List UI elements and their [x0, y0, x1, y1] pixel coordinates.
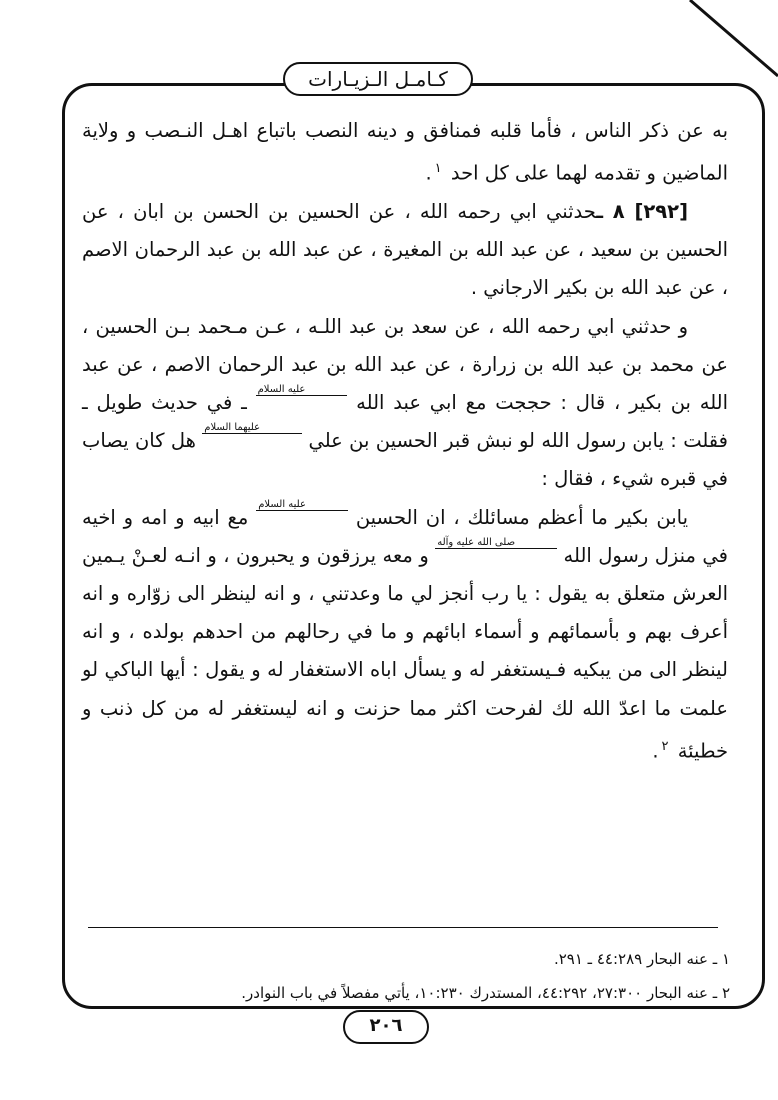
footnote-2: ٢ ـ عنه البحار ٢٧:٣٠٠، ٤٤:٢٩٢، المستدرك ١٠:٢٣٠، يأتي مفصلاً في باب النوادر. [241, 984, 730, 1002]
page-number: ٢٠٦ [343, 1010, 429, 1044]
paragraph-1: به عن ذكر الناس ، فأما قلبه فمنافق و دينه النصب باتباع اهـل النـصب و ولاية الماضين و تقدمه لهما على كل احد $^١$. [82, 119, 728, 185]
footnote-divider [88, 927, 718, 928]
honorific-3: عليه السلام [256, 499, 348, 511]
footnote-ref-2: ٢ [661, 738, 669, 754]
honorific-4: صلى الله عليه وآله [435, 537, 557, 549]
footnote-ref-1: ١ [434, 161, 442, 177]
honorific-1: عليه السلام [256, 384, 348, 396]
footnotes [82, 942, 730, 1010]
hadith-number: [٢٩٢] ٨ ـ [596, 199, 688, 223]
paragraph-2: [٢٩٢] ٨ ـحدثني ابي رحمه الله ، عن الحسين بن الحسن بن ابان ، عن الحسين بن سعيد ، عن عبد الله بن المغيرة ، عن عبد الله بن عبد الرحمان الاصم ، عن عبد الله بن بكير الارجاني . [82, 199, 728, 300]
book-title-header: كـامـل الـزيـارات [283, 62, 473, 96]
footnote-1: ١ ـ عنه البحار ٤٤:٢٨٩ ـ ٢٩١. [553, 950, 730, 968]
paragraph-3: و حدثني ابي رحمه الله ، عن سعد بن عبد اللـه ، عـن مـحمد بـن الحسين ، عن محمد بن عبد الله بن زرارة ، عن عبد الله بن عبد الرحمان الاصم ، عن عبد الله بن بكير ، قال : حججت مع ابي عبد الله عليه السلام ـ في حديث طويل ـ فقلت : يابن رسول الله لو نبش قبر الحسين بن علي عليهما السلام هل كان يصاب في قبره شيء ، فقال : [82, 314, 729, 491]
paragraph-4: يابن بكير ما أعظم مسائلك ، ان الحسين عليه السلام مع ابيه و امه و اخيه في منزل رسول الله صلى الله عليه وآله و معه يرزقون و يحبرون ، و انـه لعـنْ يـمين العرش متعلق به يقول : يا رب أنجز لي ما وعدتني ، و انه لينظر الى زوّاره و انه أعرف بهم و بأسمائهم و أسماء ابائهم و ما في رحالهم من احدهم بولده ، و انه لينظر الى من يبكيه فـيستغفر له و يسأل اباه الاستغفار له و يقول : أيها الباكي لو علمت ما اعدّ الله لك لفرحت اكثر مما حزنت و انه ليستغفر له من كل ذنب و خطيئة $^٢$. [82, 498, 729, 763]
main-text [82, 112, 728, 770]
honorific-2: عليهما السلام [202, 422, 302, 434]
